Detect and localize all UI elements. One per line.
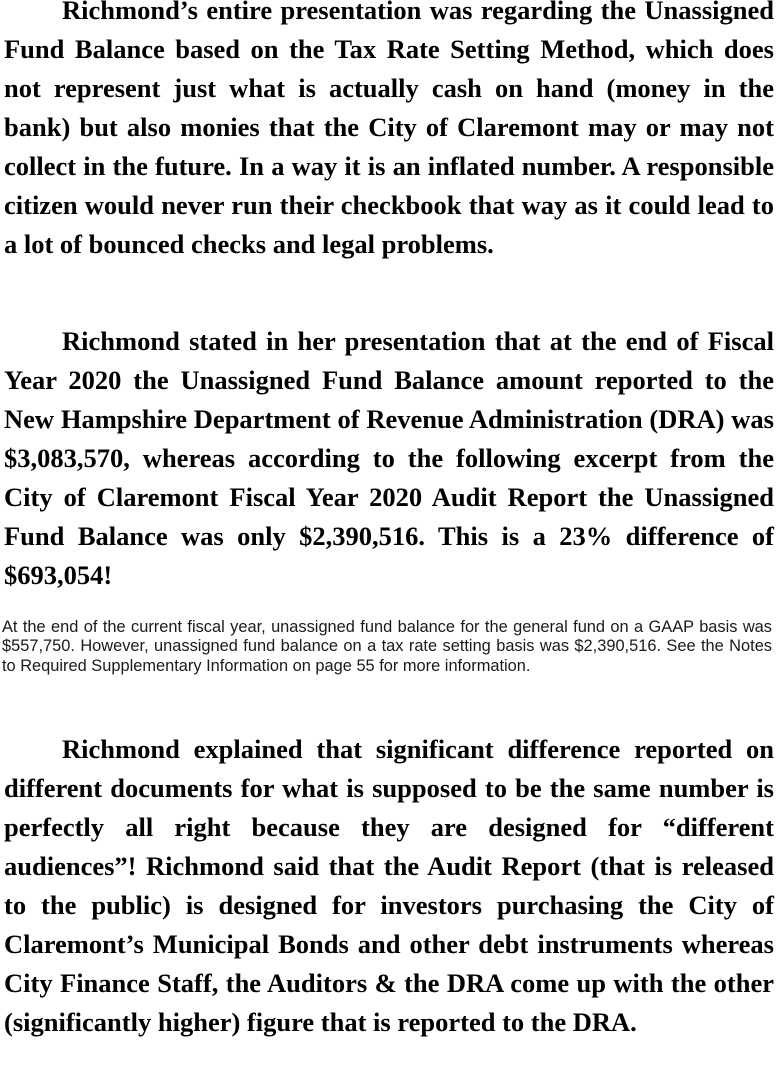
audit-report-excerpt: At the end of the current fiscal year, unassigned fund balance for the general fund on a GAAP basis was $557,750. However, unassigned fund balance on a tax rate setting basis was $2,390,516. See the Notes to Required Supplementary Information on page 55 for more information. (2, 618, 772, 675)
paragraph-different-audiences: Richmond explained that significant difference reported on different documents for what is supposed to be the same number is perfectly all right because they are designed for “different audiences”! Richmond said that the Audit Report (that is released to the public) is designed for investors purchasing the City of Claremont’s Municipal Bonds and other debt instruments whereas City Finance Staff, the Auditors & the DRA come up with the other (significantly higher) figure that is reported to the DRA. (4, 734, 774, 1037)
paragraph-presentation-summary: Richmond’s entire presentation was regarding the Unassigned Fund Balance based on the Tax Rate Setting Method, which does not represent just what is actually cash on hand (money in the bank) but also monies that the City of Claremont may or may not collect in the future. In a way it is an inflated number. A responsible citizen would never run their checkbook that way as it could lead to a lot of bounced checks and legal problems. (4, 0, 774, 259)
paragraph-fund-balance-comparison: Richmond stated in her presentation that at the end of Fiscal Year 2020 the Unassigned Fund Balance amount reported to the New Hampshire Department of Revenue Administration (DRA) was $3,083,570, whereas according to the following excerpt from the City of Claremont Fiscal Year 2020 Audit Report the Unassigned Fund Balance was only $2,390,516. This is a 23% difference of $693,054! (4, 326, 774, 590)
